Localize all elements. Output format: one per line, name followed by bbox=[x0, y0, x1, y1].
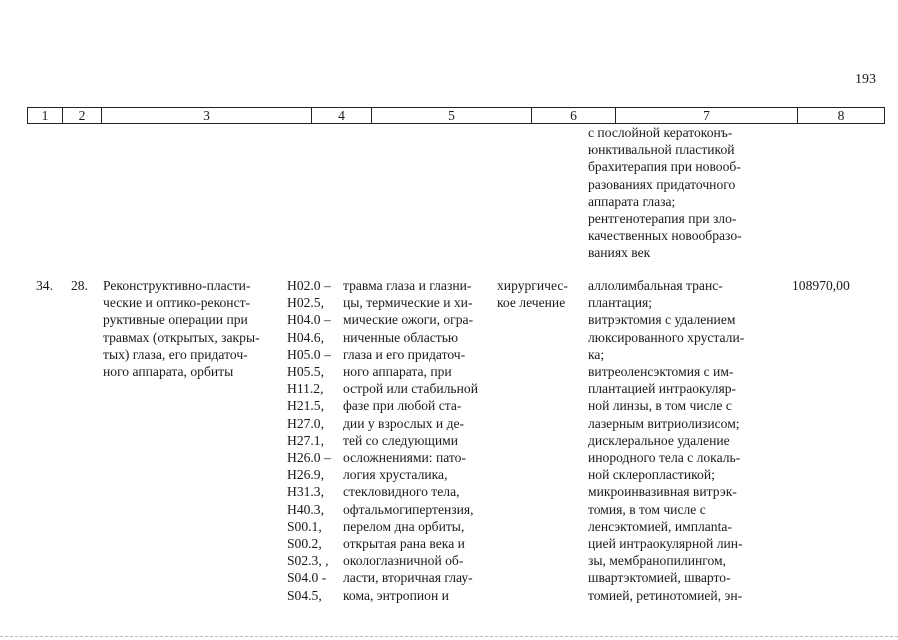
text-line: ного аппарата, при bbox=[343, 364, 452, 380]
text-line: дии у взрослых и де- bbox=[343, 415, 465, 431]
text-line: глаза и его придаточ- bbox=[343, 346, 466, 362]
row-number: 34. bbox=[36, 278, 53, 293]
text-line: перелом дна орбиты, bbox=[343, 518, 465, 534]
text-line: ласти, вторичная глау- bbox=[343, 570, 473, 586]
text-line: ленсэктомией, имплanta- bbox=[588, 518, 732, 534]
continuation-cell bbox=[588, 124, 766, 262]
icd-code: H11.2, bbox=[287, 381, 324, 397]
column-header: 1 bbox=[28, 108, 63, 124]
text-line: зы, мембранопилингом, bbox=[588, 553, 727, 569]
treatment-type-cell bbox=[497, 277, 581, 311]
column-header-row bbox=[28, 108, 885, 124]
icd-codes-cell bbox=[287, 277, 343, 604]
text-line: открытая рана века и bbox=[343, 536, 465, 552]
text-line: ваниях век bbox=[588, 245, 651, 261]
text-line: лазерным витриолизисом; bbox=[588, 415, 740, 431]
text-line: дисклеральное удаление bbox=[588, 432, 730, 448]
text-line: ниченные областью bbox=[343, 329, 459, 345]
text-line: мические ожоги, огра- bbox=[343, 312, 474, 328]
cost-value: 108970,00 bbox=[792, 278, 850, 293]
icd-code: H02.5, bbox=[287, 295, 325, 311]
text-line: томия, в том числе с bbox=[588, 501, 706, 517]
text-line: рентгенотерапия при зло- bbox=[588, 211, 737, 227]
column-header: 4 bbox=[312, 108, 372, 124]
text-line: цы, термические и хи- bbox=[343, 295, 473, 311]
icd-code: H05.5, bbox=[287, 364, 325, 380]
column-header: 2 bbox=[63, 108, 102, 124]
page-number: 193 bbox=[855, 72, 876, 87]
patient-model-cell bbox=[343, 277, 496, 604]
text-line: фазе при любой ста- bbox=[343, 398, 462, 414]
icd-code: H27.1, bbox=[287, 432, 325, 448]
icd-code: H31.3, bbox=[287, 484, 325, 500]
scan-edge-divider bbox=[0, 636, 898, 638]
group-number: 28. bbox=[71, 278, 88, 293]
text-line: кома, энтропион и bbox=[343, 587, 449, 603]
icd-code: H26.0 – bbox=[287, 450, 331, 466]
text-line: окологлазничной об- bbox=[343, 553, 464, 569]
text-line: плантация; bbox=[588, 295, 653, 311]
column-header-table bbox=[27, 107, 885, 124]
text-line: травма глаза и глазни- bbox=[343, 278, 472, 293]
icd-code: S00.1, bbox=[287, 518, 322, 534]
text-line: стекловидного тела, bbox=[343, 484, 460, 500]
icd-code: H04.0 – bbox=[287, 312, 331, 328]
text-line: юнктивальной пластикой bbox=[588, 142, 735, 158]
text-line: ческие и оптико-реконст- bbox=[103, 295, 251, 311]
text-line: ка; bbox=[588, 346, 605, 362]
text-line: швартэктомией, шварто- bbox=[588, 570, 731, 586]
icd-code: S04.0 - bbox=[287, 570, 327, 586]
text-line: осложнениями: пато- bbox=[343, 450, 467, 466]
text-line: логия хрусталика, bbox=[343, 467, 448, 483]
text-line: Реконструктивно-пласти- bbox=[103, 278, 251, 293]
text-line: качественных новообразо- bbox=[588, 228, 742, 244]
column-header: 5 bbox=[372, 108, 532, 124]
text-line: витрэктомия с удалением bbox=[588, 312, 736, 328]
text-line: ной склеропластикой; bbox=[588, 467, 715, 483]
icd-code: H04.6, bbox=[287, 329, 325, 345]
text-line: острой или стабильной bbox=[343, 381, 478, 397]
text-line: плантацией интраокуляр- bbox=[588, 381, 737, 397]
text-line: тых) глаза, его придаточ- bbox=[103, 346, 248, 362]
text-line: аппарата глаза; bbox=[588, 193, 676, 209]
text-line: разованиях придаточного bbox=[588, 176, 736, 192]
icd-code: S00.2, bbox=[287, 536, 322, 552]
text-line: брахитерапия при новооб- bbox=[588, 159, 741, 175]
text-line: ного аппарата, орбиты bbox=[103, 364, 234, 380]
column-header: 8 bbox=[798, 108, 885, 124]
text-line: инородного тела с локаль- bbox=[588, 450, 741, 466]
text-line: ной линзы, в том числе с bbox=[588, 398, 732, 414]
text-line: с послойной кератоконъ- bbox=[588, 125, 733, 140]
text-line: офтальмогипертензия, bbox=[343, 501, 474, 517]
text-line: цией интраокулярной лин- bbox=[588, 536, 743, 552]
icd-code: H21.5, bbox=[287, 398, 325, 414]
text-line: томией, ретинотомией, эн- bbox=[588, 587, 743, 603]
icd-code: H27.0, bbox=[287, 415, 325, 431]
icd-code: H02.0 – bbox=[287, 278, 331, 293]
icd-code: S02.3, , bbox=[287, 553, 329, 569]
icd-code: H26.9, bbox=[287, 467, 325, 483]
icd-code: H40.3, bbox=[287, 501, 325, 517]
icd-code: S04.5, bbox=[287, 587, 322, 603]
column-header: 7 bbox=[616, 108, 798, 124]
column-header: 3 bbox=[102, 108, 312, 124]
text-line: тей со следующими bbox=[343, 432, 459, 448]
text-line: руктивные операции при bbox=[103, 312, 248, 328]
text-line: хирургичес- bbox=[497, 278, 568, 293]
treatment-name-cell bbox=[103, 277, 279, 380]
text-line: витреоленсэктомия с им- bbox=[588, 364, 734, 380]
text-line: люксированного хрустали- bbox=[588, 329, 745, 345]
text-line: кое лечение bbox=[497, 295, 566, 311]
text-line: микроинвазивная витрэк- bbox=[588, 484, 737, 500]
text-line: аллолимбальная транс- bbox=[588, 278, 723, 293]
icd-code: H05.0 – bbox=[287, 346, 331, 362]
treatment-method-cell bbox=[588, 277, 766, 604]
text-line: травмах (открытых, закры- bbox=[103, 329, 260, 345]
column-header: 6 bbox=[532, 108, 616, 124]
